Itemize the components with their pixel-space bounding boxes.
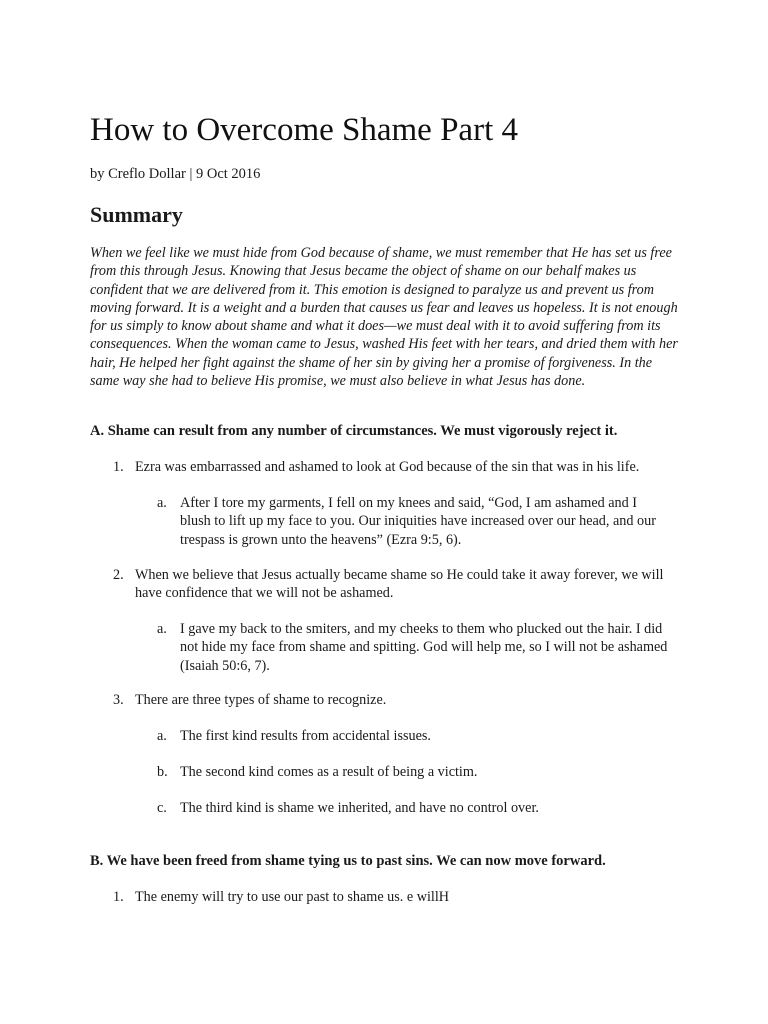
sub-list-item <box>157 799 671 817</box>
list-item <box>113 566 673 603</box>
summary-paragraph: When we feel like we must hide from God because of shame, we must remember that He has set us free from this through Jesus. Knowing that Jesus became the object of shame on our behalf makes us confident that we are delivered from it. This emotion is designed to paralyze us and prevent us from moving forward. It is a weight and a burden that causes us fear and leaves us hopeless. It is not enough for us simply to know about shame and what it does—we must deal with it to avoid suffering from its consequences. When the woman came to Jesus, washed His feet with her tears, and dried them with her hair, He helped her fight against the shame of her sin by giving her a promise of forgiveness. In the same way she had to believe His promise, we must also believe in what Jesus has done. <box>90 245 678 390</box>
sub-list-item <box>157 763 671 781</box>
section-heading-b: B. We have been freed from shame tying us to past sins. We can now move forward. <box>90 853 606 869</box>
list-item-text: Ezra was embarrassed and ashamed to look at God because of the sin that was in his life. <box>135 459 640 475</box>
list-item-number: 1. <box>113 459 124 475</box>
sub-list-item-letter: b. <box>157 764 168 780</box>
section-heading-a: A. Shame can result from any number of circumstances. We must vigorously reject it. <box>90 423 618 439</box>
sub-list-item <box>157 620 671 675</box>
sub-list-item-letter: c. <box>157 800 167 816</box>
page-title: How to Overcome Shame Part 4 <box>90 112 518 148</box>
list-item <box>113 888 673 906</box>
sub-list-item-text: The second kind comes as a result of being a victim. <box>180 764 478 780</box>
sub-list-item <box>157 727 671 745</box>
sub-list-item-text: I gave my back to the smiters, and my cheeks to them who plucked out the hair. I did not hide my face from shame and spitting. God will help me, so I will not be ashamed (Isaiah 50:6, 7). <box>180 621 668 674</box>
sub-list-item-letter: a. <box>157 621 167 637</box>
sub-list-item-text: The first kind results from accidental issues. <box>180 728 431 744</box>
list-item-text: When we believe that Jesus actually became shame so He could take it away forever, we will have confidence that we will not be ashamed. <box>135 567 664 602</box>
sub-list-item-text: The third kind is shame we inherited, and have no control over. <box>180 800 539 816</box>
list-item-number: 2. <box>113 567 124 583</box>
list-item <box>113 458 673 476</box>
list-item-number: 3. <box>113 692 124 708</box>
sub-list-item-letter: a. <box>157 495 167 511</box>
sub-list-item <box>157 494 671 549</box>
list-item-text: The enemy will try to use our past to shame us. e willH <box>135 889 450 905</box>
sub-list-item-text: After I tore my garments, I fell on my knees and said, “God, I am ashamed and I blush to lift up my face to you. Our iniquities have increased over our head, and our trespass is grown unto the heavens” (Ezra 9:5, 6). <box>180 495 656 548</box>
sub-list-item-letter: a. <box>157 728 167 744</box>
list-item-text: There are three types of shame to recognize. <box>135 692 387 708</box>
byline: by Creflo Dollar | 9 Oct 2016 <box>90 166 261 182</box>
list-item <box>113 691 673 709</box>
summary-heading: Summary <box>90 202 183 227</box>
list-item-number: 1. <box>113 889 124 905</box>
